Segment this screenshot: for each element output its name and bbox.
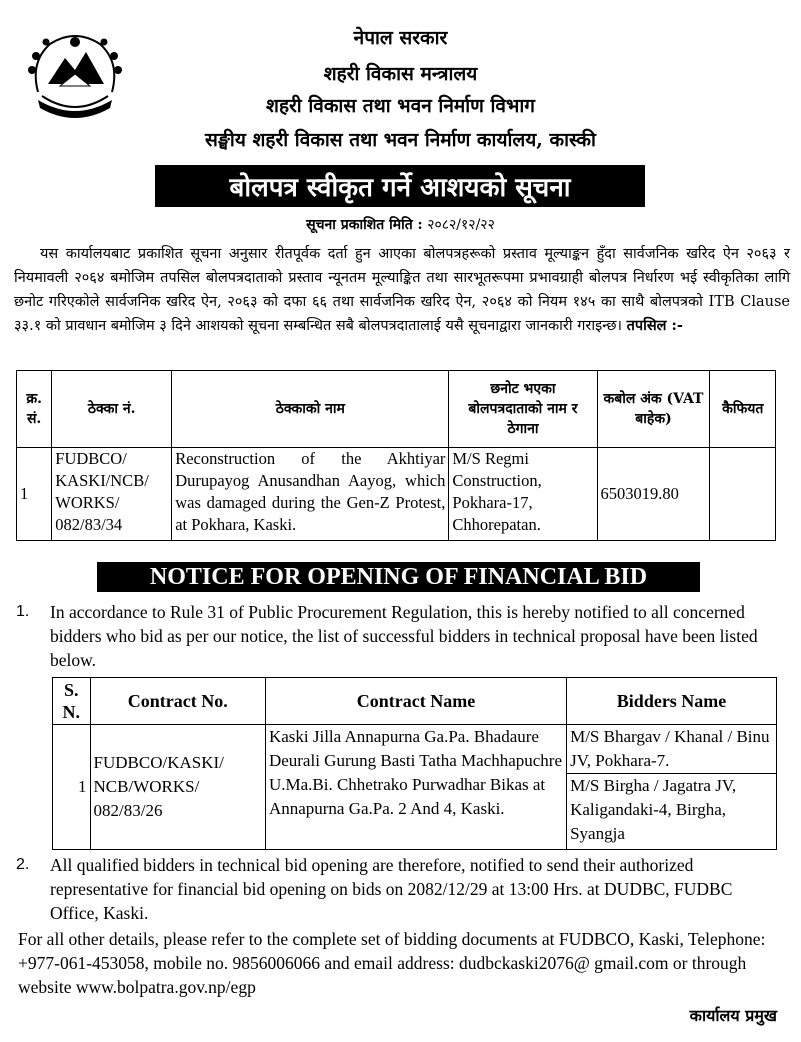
nepali-paragraph-end: तपसिल :- [626, 317, 683, 334]
cell-remarks [710, 448, 776, 541]
col-header-contract-no: ठेक्का नं. [52, 371, 172, 448]
list-item [16, 853, 778, 925]
cell-contract-no: FUDBCO/KASKI/ NCB/WORKS/ 082/83/26 [90, 725, 265, 850]
list-item-number: 2. [16, 856, 30, 873]
signature-office-chief: कार्यालय प्रमुख [689, 1006, 777, 1025]
col-header-contract-no: Contract No. [90, 678, 265, 725]
cell-bidders [567, 725, 777, 850]
table-header-row [17, 371, 776, 448]
bidder-entry: M/S Bhargav / Khanal / Binu JV, Pokhara-7. [567, 725, 776, 774]
header-line-office: सङ्घीय शहरी विकास तथा भवन निर्माण कार्यालय, कास्की [205, 129, 596, 151]
table-row [17, 448, 776, 541]
nepali-paragraph-text: यस कार्यालयबाट प्रकाशित सूचना अनुसार रीतपूर्वक दर्ता हुन आएका बोलपत्रहरूको प्रस्ताव मूल्याङ्कन हुँदा सार्वजनिक खरिद ऐन २०६३ र नियमावली २०६४ बमोजिम तपसिल बोलपत्रदाताको प्रस्ताव न्यूनतम मूल्याङ्कित तथा सारभूतरूपमा प्रभावग्राही बोलपत्र निर्धारण भई स्वीकृतिका लागि छनोट गरिएकोले सार्वजनिक खरिद ऐन, २०६३ को दफा ६६ तथा सार्वजनिक खरिद ऐन, २०६४ को नियम १४५ का साथै बोलपत्रको ITB Clause ३३.१ को प्रावधान बमोजिम ३ दिने आशयको सूचना सम्बन्धित सबै बोलपत्रदातालाई यसै सूचनाद्वारा जानकारी गराइन्छ। [14, 246, 790, 334]
cell-bidder: M/S Regmi Construction, Pokhara-17, Chhorepatan. [449, 448, 597, 541]
header-line-ministry: शहरी विकास मन्त्रालय [323, 63, 478, 85]
list-item [16, 600, 778, 672]
list-item-text: In accordance to Rule 31 of Public Procurement Regulation, this is hereby notified to all concerned bidders who bid as per our notice, the list of successful bidders in technical proposal have been listed below. [50, 602, 758, 670]
financial-bid-title: NOTICE FOR OPENING OF FINANCIAL BID [149, 563, 648, 590]
technical-bidders-table [52, 677, 777, 850]
cell-sn: 1 [53, 725, 91, 850]
col-header-sn: S. N. [53, 678, 91, 725]
bidder-entry: M/S Birgha / Jagatra JV, Kaligandaki-4, Birgha, Syangja [570, 776, 737, 843]
cell-contract-name: Reconstruction of the Akhtiyar Durupayog Anusandhan Aayog, which was damaged during the Gen-Z Protest, at Pokhara, Kaski. [172, 448, 449, 541]
list-item-number: 1. [16, 603, 30, 620]
table-header-row [53, 678, 777, 725]
publish-date-label: सूचना प्रकाशित मिति : [306, 217, 423, 233]
cell-sn: 1 [17, 448, 52, 541]
col-header-amount: कबोल अंक (VAT बाहेक) [597, 371, 710, 448]
notice-title: बोलपत्र स्वीकृत गर्ने आशयको सूचना [229, 173, 571, 203]
notice-title-banner [155, 165, 645, 207]
table-row [53, 725, 777, 850]
financial-bid-title-banner [97, 562, 700, 592]
col-header-remarks: कैफियत [710, 371, 776, 448]
footer-contact-text: For all other details, please refer to the complete set of bidding documents at FUDBCO, Kaski, Telephone: +977-061-453058, mobile no. 9856006066 and email address: dudbckaski2076@ gmail.com or through website www.bolpatra.gov.np/egp [18, 929, 766, 997]
cell-contract-no: FUDBCO/ KASKI/NCB/ WORKS/ 082/83/34 [52, 448, 172, 541]
col-header-bidder: छनोट भएका बोलपत्रदाताको नाम र ठेगाना [449, 371, 597, 448]
header-line-department: शहरी विकास तथा भवन निर्माण विभाग [266, 95, 535, 117]
cell-amount: 6503019.80 [597, 448, 710, 541]
col-header-sn: क्र. सं. [17, 371, 52, 448]
header-line-government: नेपाल सरकार [353, 27, 448, 49]
publish-date [0, 215, 801, 234]
col-header-bidders: Bidders Name [567, 678, 777, 725]
col-header-contract-name: ठेक्काको नाम [172, 371, 449, 448]
nepali-paragraph [14, 242, 790, 338]
col-header-contract-name: Contract Name [265, 678, 566, 725]
selected-bid-table [16, 370, 776, 541]
publish-date-value: २०८२/१२/२२ [427, 217, 495, 233]
cell-contract-name: Kaski Jilla Annapurna Ga.Pa. Bhadaure Deurali Gurung Basti Tatha Machhapuchre U.Ma.Bi. Chhetrako Purwadhar Bikas at Annapurna Ga.Pa. 2 And 4, Kaski. [265, 725, 566, 850]
list-item-text: All qualified bidders in technical bid opening are therefore, notified to send their authorized representative for financial bid opening on bids on 2082/12/29 at 13:00 Hrs. at DUDBC, FUDBC Office, Kaski. [50, 855, 733, 923]
